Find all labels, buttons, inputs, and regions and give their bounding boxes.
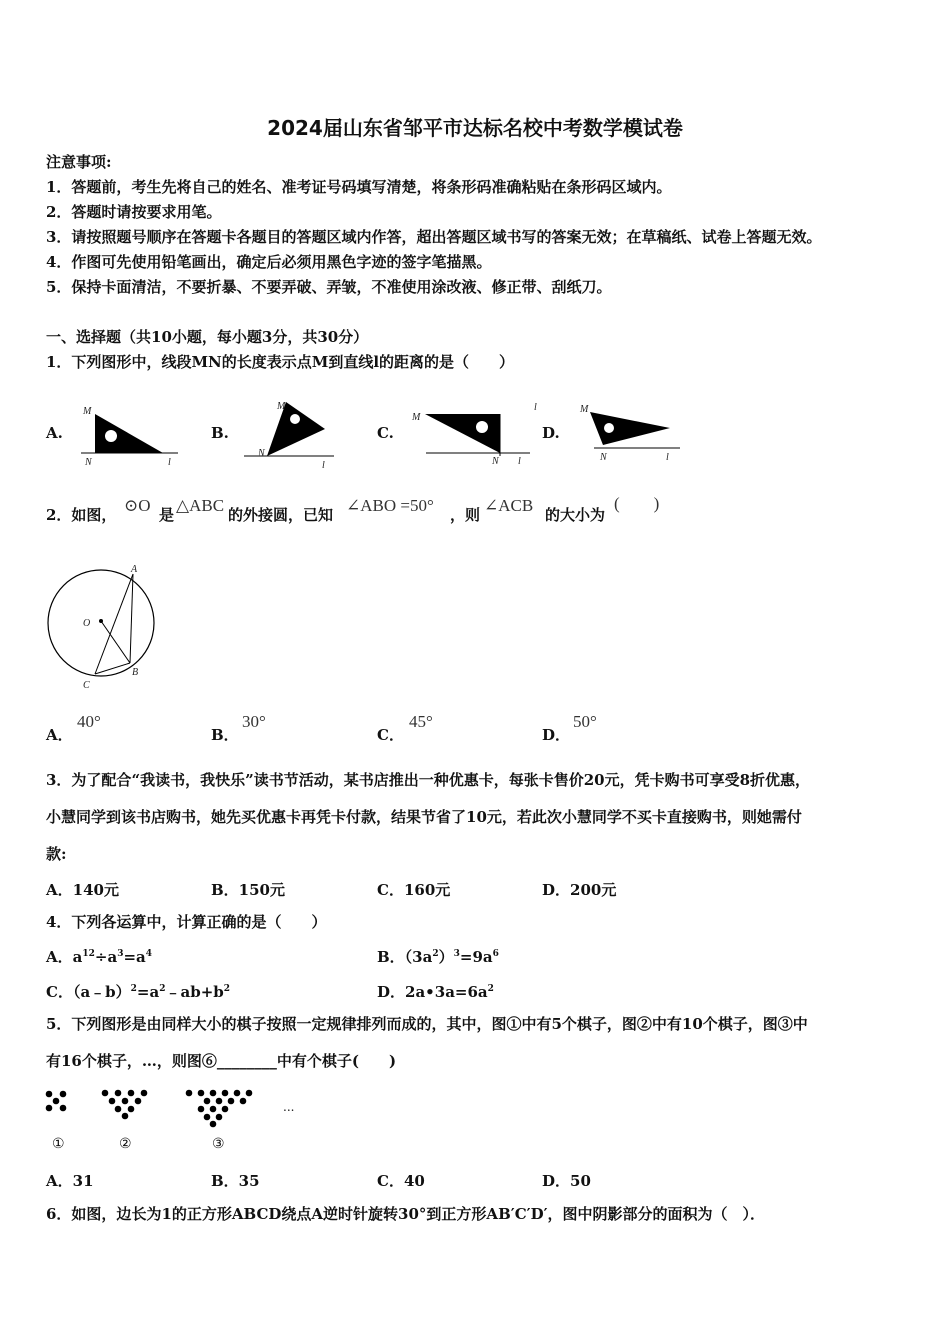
q4-option-c bbox=[46, 981, 230, 1002]
q4c-part-2: =a bbox=[136, 983, 160, 1001]
q3-line-1: 3．为了配合“我读书，我快乐”读书节活动，某书店推出一种优惠卡，每张卡售价20元，凭卡购书可享受8折优惠， bbox=[46, 771, 811, 789]
q1a-label-n: N bbox=[85, 457, 92, 468]
q5-line-1: 5．下列图形是由同样大小的棋子按照一定规律排列而成的，其中，图①中有5个棋子，图②中有10个棋子，图③中 bbox=[46, 1015, 808, 1033]
q1c-label-m: M bbox=[412, 412, 421, 423]
q1b-label-l: l bbox=[322, 460, 325, 471]
q2-option-b-label: B． bbox=[211, 726, 239, 744]
q2-option-b-value: 30° bbox=[242, 712, 266, 731]
q2-option-a-value: 40° bbox=[77, 712, 101, 731]
q5-option-a: A．31 bbox=[46, 1172, 94, 1190]
q2-label-a: A bbox=[131, 564, 138, 575]
q1d-label-n: N bbox=[600, 452, 607, 463]
q5-figure-1 bbox=[44, 1090, 72, 1114]
q3-option-a: A．140元 bbox=[46, 881, 119, 899]
q1a-label-l: l bbox=[168, 457, 171, 468]
q3-line-3: 款: bbox=[46, 845, 67, 863]
q1b-label-n: N bbox=[258, 448, 265, 459]
note-item-2: 2．答题时请按要求用笔。 bbox=[46, 203, 222, 221]
q4c-sup-3: 2 bbox=[223, 984, 231, 994]
note-item-5: 5．保持卡面清洁，不要折暴、不要弄破、弄皱，不准使用涂改液、修正带、刮纸刀。 bbox=[46, 278, 612, 296]
q5-figure-2 bbox=[100, 1088, 155, 1120]
q5-option-c: C．40 bbox=[377, 1172, 425, 1190]
q4d-part-1: D．2a•3a=6a bbox=[377, 983, 488, 1001]
q5-fig-label-1: ① bbox=[52, 1136, 65, 1152]
q5-figure-3 bbox=[184, 1088, 258, 1128]
q2-angle-abo: ∠ABO =50° bbox=[346, 496, 434, 515]
q1-figure-a bbox=[78, 402, 183, 467]
q2-text-then: ，则 bbox=[450, 506, 481, 524]
q4a-sup-1: 12 bbox=[82, 949, 95, 959]
q1-text: 1．下列图形中，线段MN的长度表示点M到直线l的距离的是（ ） bbox=[46, 353, 515, 371]
q2-label-b: B bbox=[132, 667, 139, 678]
q4a-sup-2: 3 bbox=[117, 949, 124, 959]
q3-line-2: 小慧同学到该书店购书，她先买优惠卡再凭卡付款，结果节省了10元，若此次小慧同学不买卡直接购书，则她需付 bbox=[46, 808, 802, 826]
q2-option-c-value: 45° bbox=[409, 712, 433, 731]
q4c-part-3: ﹣ab+b bbox=[165, 983, 224, 1001]
q1-option-d: D. bbox=[542, 424, 560, 442]
q4c-sup-2: 2 bbox=[159, 984, 166, 994]
q1c-label-l: l bbox=[518, 456, 521, 467]
q4a-part-2: ÷a bbox=[94, 948, 118, 966]
q2-circle-symbol: ⊙O bbox=[124, 496, 151, 515]
q1b-label-m: M bbox=[277, 401, 286, 412]
section-heading: 一、选择题（共10小题，每小题3分，共30分） bbox=[46, 328, 369, 346]
note-item-1: 1．答题前，考生先将自己的姓名、准考证号码填写清楚，将条形码准确粘贴在条形码区域内。 bbox=[46, 178, 672, 196]
page-title: 2024届山东省邹平市达标名校中考数学模试卷 bbox=[267, 116, 683, 140]
q2-option-c-label: C． bbox=[377, 726, 404, 744]
notes-heading: 注意事项: bbox=[46, 153, 112, 171]
q2-figure-circle bbox=[40, 558, 165, 693]
q2-text-is: 是 bbox=[159, 506, 175, 524]
q6-text: 6．如图，边长为1的正方形ABCD绕点A逆时针旋转30°到正方形AB′C′D′，图中阴影部分的面积为（ ）． bbox=[46, 1205, 766, 1223]
q4b-sup-2: 3 bbox=[453, 949, 460, 959]
q5-line-2: 有16个棋子，…，则图⑥________中有个棋子( ) bbox=[46, 1052, 397, 1070]
note-item-3: 3．请按照题号顺序在答题卡各题目的答题区域内作答，超出答题区域书写的答案无效；在草稿纸、试卷上答题无效。 bbox=[46, 228, 822, 246]
q2-angle-acb: ∠ACB bbox=[484, 496, 534, 515]
q4b-part-2: ） bbox=[438, 948, 454, 966]
q4d-sup-1: 2 bbox=[487, 984, 494, 994]
q5-option-d: D．50 bbox=[542, 1172, 591, 1190]
q3-option-b: B．150元 bbox=[211, 881, 285, 899]
q2-label-o: O bbox=[83, 618, 91, 629]
q4c-part-1: C．（a﹣b） bbox=[46, 983, 131, 1001]
q4-option-d bbox=[377, 981, 494, 1002]
q5-ellipsis: ... bbox=[283, 1100, 295, 1114]
q2-triangle-symbol: △ABC bbox=[176, 496, 225, 515]
q1a-label-m: M bbox=[83, 406, 92, 417]
q4c-sup-1: 2 bbox=[130, 984, 137, 994]
q4b-part-3: =9a bbox=[459, 948, 493, 966]
q5-option-b: B．35 bbox=[211, 1172, 260, 1190]
q5-fig-label-3: ③ bbox=[212, 1136, 225, 1152]
q2-option-d-label: D． bbox=[542, 726, 571, 744]
q1-option-a: A. bbox=[46, 424, 63, 442]
q2-label-c: C bbox=[83, 680, 90, 691]
q1d-label-m: M bbox=[580, 404, 589, 415]
q2-text-size: 的大小为 bbox=[545, 506, 606, 524]
q4a-sup-3: 4 bbox=[145, 949, 153, 959]
q3-option-d: D．200元 bbox=[542, 881, 617, 899]
q1-option-b: B. bbox=[211, 424, 229, 442]
q4b-sup-3: 6 bbox=[492, 949, 499, 959]
q2-option-a-label: A． bbox=[46, 726, 73, 744]
q1d-label-l: l bbox=[666, 452, 669, 463]
q5-fig-label-2: ② bbox=[119, 1136, 132, 1152]
q4-text: 4．下列各运算中，计算正确的是（ ） bbox=[46, 913, 327, 931]
q4-option-a bbox=[46, 946, 152, 967]
q2-paren: ( ) bbox=[614, 494, 660, 513]
q2-text-circumcircle: 的外接圆，已知 bbox=[228, 506, 334, 524]
q4-option-b bbox=[377, 946, 499, 967]
q1-figure-b bbox=[240, 396, 340, 472]
q4a-part-3: =a bbox=[123, 948, 146, 966]
q4b-sup-1: 2 bbox=[432, 949, 439, 959]
q2-text-start: 2．如图， bbox=[46, 506, 117, 524]
q1c-label-n: N bbox=[492, 456, 499, 467]
q1-figure-d bbox=[576, 400, 686, 466]
q1-option-c: C. bbox=[377, 424, 394, 442]
q2-option-d-value: 50° bbox=[573, 712, 597, 731]
q1c-label-l-top: l bbox=[534, 402, 537, 413]
q4a-part-1: A．a bbox=[46, 948, 83, 966]
q4b-part-1: B．（3a bbox=[377, 948, 433, 966]
note-item-4: 4．作图可先使用铅笔画出，确定后必须用黑色字迹的签字笔描黑。 bbox=[46, 253, 492, 271]
q3-option-c: C．160元 bbox=[377, 881, 451, 899]
q1-figure-c bbox=[408, 400, 538, 468]
